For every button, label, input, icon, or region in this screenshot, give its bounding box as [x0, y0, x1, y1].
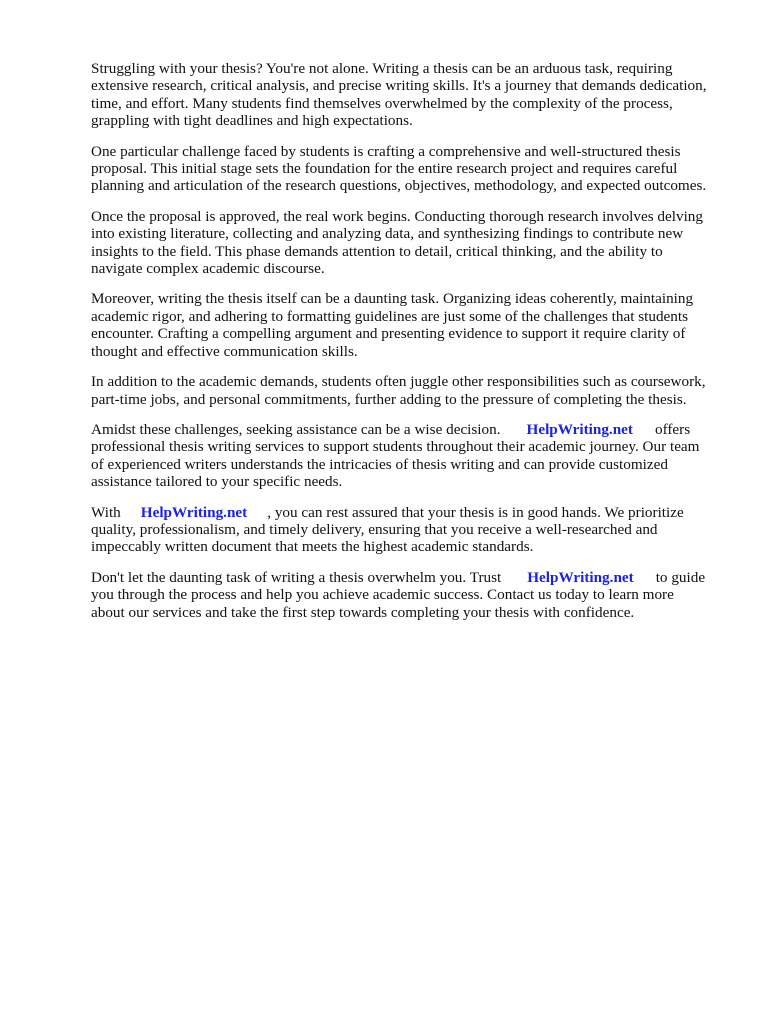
text-line: extensive research, critical analysis, and precise writing skills. It's a journey that demands dedication, [91, 77, 707, 95]
helpwriting-link[interactable]: HelpWriting.net [527, 568, 634, 586]
paragraph-research [91, 208, 731, 278]
text-line: about our services and take the first step towards completing your thesis with confidence. [91, 603, 635, 621]
text-line: encounter. Crafting a compelling argument and presenting evidence to support it require clarity of [91, 325, 686, 343]
text-line: proposal. This initial stage sets the foundation for the entire research project and requires careful [91, 160, 678, 178]
text-line: navigate complex academic discourse. [91, 260, 325, 278]
text-line: impeccably written document that meets the highest academic standards. [91, 538, 534, 556]
text-segment: Amidst these challenges, seeking assistance can be a wise decision. [91, 420, 501, 438]
text-line: planning and articulation of the research questions, objectives, methodology, and expected outcomes. [91, 177, 707, 195]
text-line: In addition to the academic demands, students often juggle other responsibilities such as coursework, [91, 373, 706, 391]
text-line: One particular challenge faced by students is crafting a comprehensive and well-structured thesis [91, 142, 681, 160]
text-line: thought and effective communication skills. [91, 342, 358, 360]
text-line [91, 421, 731, 438]
text-segment: Don't let the daunting task of writing a thesis overwhelm you. Trust [91, 568, 502, 586]
paragraph-proposal [91, 143, 731, 195]
text-line: part-time jobs, and personal commitments, further adding to the pressure of completing the thesis. [91, 390, 687, 408]
paragraph-assistance [91, 421, 731, 491]
paragraph-writing [91, 290, 731, 360]
document-body [91, 60, 731, 634]
text-line: into existing literature, collecting and analyzing data, and synthesizing findings to contribute new [91, 225, 684, 243]
paragraph-responsibilities [91, 373, 731, 408]
text-line [91, 569, 731, 586]
paragraph-with-helpwriting [91, 504, 731, 556]
text-line: insights to the field. This phase demands attention to detail, critical thinking, and the ability to [91, 242, 663, 260]
helpwriting-link[interactable]: HelpWriting.net [140, 503, 248, 521]
text-line: grappling with tight deadlines and high expectations. [91, 112, 413, 130]
text-line: you through the process and help you achieve academic success. Contact us today to learn more [91, 586, 674, 604]
text-line: professional thesis writing services to support students throughout their academic journey. Our team [91, 438, 700, 456]
text-line: academic rigor, and adhering to formatting guidelines are just some of the challenges that students [91, 307, 689, 325]
text-segment: With [91, 503, 121, 521]
text-line: Struggling with your thesis? You're not alone. Writing a thesis can be an arduous task, requiring [91, 60, 673, 77]
text-segment: , you can rest assured that your thesis is in good hands. We prioritize [267, 503, 684, 521]
text-line: of experienced writers understands the intricacies of thesis writing and can provide customized [91, 455, 668, 473]
text-line: time, and effort. Many students find themselves overwhelmed by the complexity of the process, [91, 94, 673, 112]
text-line [91, 504, 731, 521]
text-line: assistance tailored to your specific needs. [91, 473, 343, 491]
text-segment: offers [654, 420, 691, 438]
paragraph-closing [91, 569, 731, 621]
paragraph-intro [91, 60, 731, 130]
helpwriting-link[interactable]: HelpWriting.net [526, 420, 633, 438]
text-line: Once the proposal is approved, the real work begins. Conducting thorough research involves delving [91, 207, 703, 225]
text-line: quality, professionalism, and timely delivery, ensuring that you receive a well-researched and [91, 520, 658, 538]
text-segment: to guide [655, 568, 706, 586]
text-line: Moreover, writing the thesis itself can be a daunting task. Organizing ideas coherently, maintaining [91, 290, 694, 308]
